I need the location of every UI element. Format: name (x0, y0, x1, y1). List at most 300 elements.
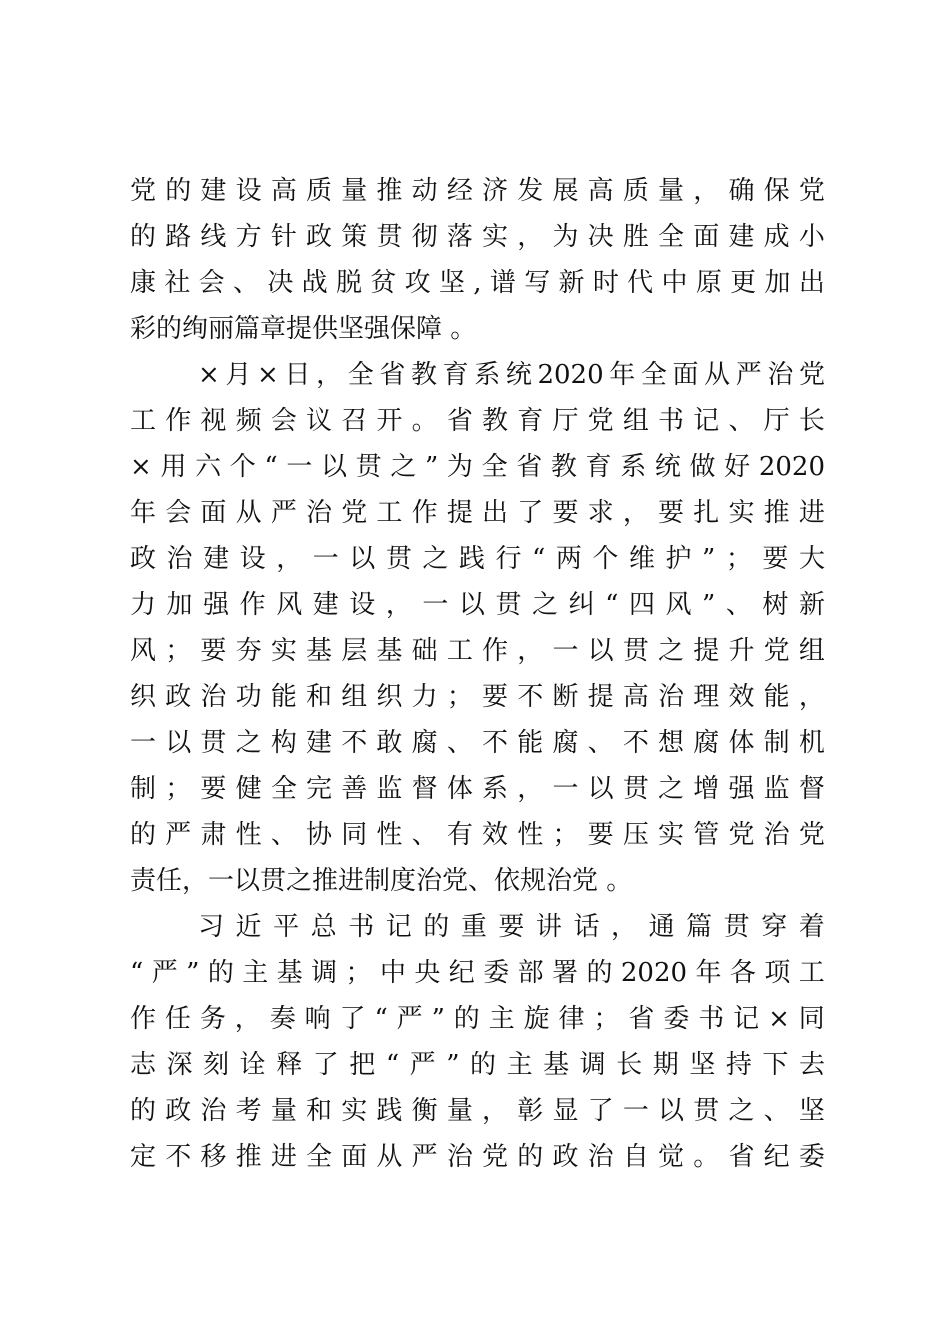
text-glyph: 工 (130, 406, 157, 436)
text-glyph: 时 (592, 268, 619, 298)
text-glyph: 监 (763, 774, 790, 804)
text-glyph: 攻 (404, 268, 431, 298)
text-glyph: 面 (672, 360, 699, 390)
text-glyph: 加 (764, 268, 791, 298)
text-line (130, 858, 825, 904)
text-glyph: 进 (798, 498, 825, 528)
text-glyph: 。 (693, 1142, 720, 1172)
text-glyph: 为 (552, 222, 579, 252)
text-glyph: 的 (130, 222, 157, 252)
text-glyph: 新 (558, 268, 585, 298)
text-glyph: 新 (798, 590, 825, 620)
text-glyph: 设 (239, 544, 266, 574)
text-glyph: 治 (446, 1142, 473, 1172)
text-glyph: 战 (301, 268, 328, 298)
text-glyph: 政 (165, 682, 192, 712)
text-glyph: 了 (339, 1004, 366, 1034)
text-glyph: 育 (585, 452, 612, 482)
text-glyph: 建 (312, 590, 339, 620)
text-glyph: 省 (628, 1004, 655, 1034)
text-line (130, 674, 825, 720)
text-glyph: 教 (550, 452, 577, 482)
text-glyph: 谱 (489, 268, 516, 298)
text-glyph: 严 (409, 1050, 436, 1080)
text-glyph: 做 (689, 452, 716, 482)
text-glyph: 维 (628, 544, 655, 574)
text-glyph: 纪 (763, 1142, 790, 1172)
text-glyph: 的 (517, 1142, 544, 1172)
text-glyph: 管 (693, 820, 720, 850)
text-glyph: 康 (130, 268, 157, 298)
text-line (130, 1134, 825, 1180)
text-glyph: 同 (341, 820, 368, 850)
text-glyph: 年 (130, 498, 157, 528)
text-glyph: 下 (762, 1050, 789, 1080)
text-glyph: 不 (622, 728, 649, 758)
text-glyph: , (473, 268, 482, 298)
text-glyph: 高 (270, 176, 297, 206)
text-glyph: 调 (579, 1050, 606, 1080)
text-glyph: 奏 (269, 1004, 296, 1034)
text-glyph: ” (702, 544, 716, 574)
text-glyph: 高 (622, 682, 649, 712)
text-glyph: 委 (798, 1142, 825, 1172)
text-glyph: 以 (587, 774, 614, 804)
text-glyph: 以 (458, 590, 485, 620)
text-glyph: 提 (446, 498, 473, 528)
text-glyph: 署 (552, 958, 579, 988)
text-glyph: 任 (164, 1004, 191, 1034)
text-glyph: 量 (658, 176, 685, 206)
text-glyph: 治 (200, 682, 227, 712)
text-glyph: 期 (652, 1050, 679, 1080)
text-glyph: 协 (306, 820, 333, 850)
text-glyph: 风 (130, 636, 157, 666)
text-glyph: 性 (517, 820, 544, 850)
text-glyph: 建 (203, 544, 230, 574)
text-glyph: 之 (728, 1096, 755, 1126)
text-glyph: 律 (558, 1004, 585, 1034)
text-glyph: 作 (130, 1004, 157, 1034)
text-glyph: 响 (304, 1004, 331, 1034)
text-glyph: 省 (728, 1142, 755, 1172)
text-glyph: 会 (198, 268, 225, 298)
text-glyph: ； (165, 636, 192, 666)
text-line (130, 536, 825, 582)
text-line (130, 398, 825, 444)
text-glyph: 、 (232, 268, 259, 298)
text-glyph: 篇 (686, 912, 713, 942)
text-glyph: 严 (270, 498, 297, 528)
text-glyph: 强 (728, 774, 755, 804)
text-glyph: 践 (376, 1096, 403, 1126)
text-glyph: 决 (267, 268, 294, 298)
text-glyph: 调 (311, 958, 338, 988)
text-line (130, 214, 825, 260)
text-glyph: 要 (200, 774, 227, 804)
text-glyph: 以 (658, 1096, 685, 1126)
text-glyph: 不 (165, 1142, 192, 1172)
text-glyph: 保 (763, 176, 790, 206)
text-glyph: 夯 (235, 636, 262, 666)
text-glyph: 育 (442, 360, 469, 390)
text-glyph: 中 (379, 958, 406, 988)
text-glyph: ； (165, 774, 192, 804)
text-glyph: 开 (376, 406, 403, 436)
text-glyph: 从 (235, 498, 262, 528)
text-glyph: 移 (200, 1142, 227, 1172)
text-glyph: 监 (376, 774, 403, 804)
text-glyph: 治 (166, 544, 193, 574)
text-glyph: ， (517, 774, 544, 804)
text-glyph: 政 (130, 544, 157, 574)
text-glyph: 2020 (758, 452, 825, 482)
text-glyph: 想 (658, 728, 685, 758)
text-glyph: 央 (414, 958, 441, 988)
text-glyph: 督 (798, 774, 825, 804)
text-glyph: 作 (411, 498, 438, 528)
text-glyph: 统 (654, 452, 681, 482)
text-glyph: 治 (763, 820, 790, 850)
text-glyph: 一 (422, 590, 449, 620)
text-glyph: 基 (306, 636, 333, 666)
text-glyph: 组 (798, 636, 825, 666)
text-glyph: 策 (341, 222, 368, 252)
text-glyph: ， (276, 544, 303, 574)
text-glyph: ” (446, 1050, 460, 1080)
text-glyph: ， (234, 1004, 261, 1034)
text-glyph: 升 (728, 636, 755, 666)
text-glyph: 坚 (689, 1050, 716, 1080)
text-glyph: 践 (458, 544, 485, 574)
text-glyph: ， (482, 1096, 509, 1126)
text-glyph: 提 (693, 636, 720, 666)
text-glyph: 设 (235, 176, 262, 206)
text-glyph: 构 (270, 728, 297, 758)
text-glyph: “ (532, 544, 546, 574)
text-glyph: 治 (767, 360, 794, 390)
text-glyph: 考 (235, 1096, 262, 1126)
text-glyph: 话 (573, 912, 600, 942)
text-glyph: 重 (460, 912, 487, 942)
text-glyph: 质 (622, 176, 649, 206)
text-glyph: 贯 (622, 636, 649, 666)
text-glyph: 的 (130, 820, 157, 850)
text-glyph: 治 (587, 1142, 614, 1172)
text-glyph: × (257, 360, 279, 390)
text-glyph: 从 (376, 1142, 403, 1172)
text-glyph: 量 (270, 1096, 297, 1126)
text-glyph: 面 (341, 1142, 368, 1172)
text-glyph: 教 (410, 360, 437, 390)
line-text: 责任，一以贯之推进制度治党、依规治党 。 (130, 866, 633, 896)
text-glyph: ； (345, 958, 372, 988)
text-glyph: 贯 (385, 544, 412, 574)
text-glyph: 月 (225, 360, 252, 390)
text-glyph: 敢 (376, 728, 403, 758)
text-glyph: 委 (663, 1004, 690, 1034)
text-glyph: 党 (728, 820, 755, 850)
text-glyph: 全 (270, 774, 297, 804)
text-glyph: 更 (730, 268, 757, 298)
text-line (130, 996, 825, 1042)
text-glyph: 厅 (763, 406, 790, 436)
text-glyph: 两 (555, 544, 582, 574)
text-glyph: 彰 (517, 1096, 544, 1126)
text-glyph: 量 (446, 1096, 473, 1126)
text-glyph: 提 (587, 682, 614, 712)
text-glyph: 之 (658, 636, 685, 666)
text-glyph: 腐 (552, 728, 579, 758)
text-glyph: 进 (270, 1142, 297, 1172)
text-glyph: 的 (453, 1004, 480, 1034)
text-glyph: 腐 (693, 728, 720, 758)
text-glyph: 党 (798, 360, 825, 390)
text-glyph: 务 (199, 1004, 226, 1034)
text-glyph: 频 (235, 406, 262, 436)
text-glyph: ， (385, 590, 412, 620)
text-glyph: 经 (446, 176, 473, 206)
text-glyph: 深 (166, 1050, 193, 1080)
text-glyph: 总 (310, 912, 337, 942)
text-glyph: 实 (658, 820, 685, 850)
text-glyph: 实 (728, 498, 755, 528)
text-glyph: 党 (763, 636, 790, 666)
text-glyph: 平 (273, 912, 300, 942)
text-glyph: 落 (446, 222, 473, 252)
text-glyph: 作 (482, 636, 509, 666)
text-glyph: 长 (798, 406, 825, 436)
text-glyph: 不 (341, 728, 368, 758)
text-glyph: 长 (616, 1050, 643, 1080)
text-glyph: 建 (200, 176, 227, 206)
text-glyph: 强 (203, 590, 230, 620)
text-glyph: 一 (552, 636, 579, 666)
text-glyph: 和 (306, 682, 333, 712)
text-glyph: 针 (270, 222, 297, 252)
text-glyph: 主 (488, 1004, 515, 1034)
text-glyph: 风 (276, 590, 303, 620)
text-glyph: 写 (524, 268, 551, 298)
text-glyph: 主 (506, 1050, 533, 1080)
text-glyph: 工 (376, 498, 403, 528)
text-glyph: ； (446, 682, 473, 712)
text-line (130, 306, 825, 352)
text-line (130, 720, 825, 766)
text-glyph: 力 (411, 682, 438, 712)
text-glyph: 严 (165, 820, 192, 850)
text-glyph: 之 (390, 452, 417, 482)
text-glyph: 会 (270, 406, 297, 436)
text-glyph: 书 (658, 406, 685, 436)
text-glyph: 压 (622, 820, 649, 850)
text-glyph: 的 (423, 912, 450, 942)
text-glyph: 动 (411, 176, 438, 206)
text-glyph: 统 (505, 360, 532, 390)
text-glyph: 把 (349, 1050, 376, 1080)
text-glyph: 四 (628, 590, 655, 620)
text-glyph: 为 (446, 452, 473, 482)
text-glyph: 2020 (620, 958, 688, 988)
text-glyph: × (198, 360, 220, 390)
paragraph-first-line (130, 352, 825, 398)
text-glyph: ” (424, 452, 439, 482)
text-glyph: 推 (763, 498, 790, 528)
text-glyph: 部 (517, 958, 544, 988)
text-glyph: 了 (312, 1050, 339, 1080)
text-line (130, 628, 825, 674)
text-glyph: 性 (235, 820, 262, 850)
text-glyph: 的 (165, 176, 192, 206)
text-glyph: ， (517, 636, 544, 666)
text-glyph: 纪 (448, 958, 475, 988)
text-glyph: 健 (235, 774, 262, 804)
text-glyph: 、 (763, 1096, 790, 1126)
text-glyph: 严 (396, 1004, 423, 1034)
text-glyph: 决 (587, 222, 614, 252)
text-glyph: 个 (229, 452, 256, 482)
text-glyph: 诠 (239, 1050, 266, 1080)
text-glyph: 委 (483, 958, 510, 988)
text-glyph: 断 (552, 682, 579, 712)
text-glyph: 着 (798, 912, 825, 942)
text-glyph: 年 (695, 958, 722, 988)
text-glyph: 小 (798, 222, 825, 252)
text-glyph: 视 (200, 406, 227, 436)
text-glyph: 记 (733, 1004, 760, 1034)
text-glyph: 以 (321, 452, 348, 482)
text-glyph: 通 (648, 912, 675, 942)
text-glyph: 不 (482, 728, 509, 758)
text-glyph: 作 (239, 590, 266, 620)
text-glyph: ， (622, 498, 649, 528)
text-glyph: 政 (306, 222, 333, 252)
text-glyph: 习 (198, 912, 225, 942)
text-glyph: 脱 (335, 268, 362, 298)
text-glyph: 会 (165, 498, 192, 528)
text-glyph: 原 (695, 268, 722, 298)
text-glyph: 纠 (568, 590, 595, 620)
text-glyph: 增 (693, 774, 720, 804)
text-glyph: 党 (130, 176, 157, 206)
text-glyph: 护 (665, 544, 692, 574)
text-glyph: ； (593, 1004, 620, 1034)
text-glyph: “ (264, 452, 278, 482)
text-glyph: 工 (446, 636, 473, 666)
text-glyph: 之 (422, 544, 449, 574)
text-glyph: 要 (552, 498, 579, 528)
text-line (130, 1042, 825, 1088)
text-glyph: 树 (762, 590, 789, 620)
text-glyph: 治 (200, 1096, 227, 1126)
text-glyph: ； (725, 544, 752, 574)
text-glyph: 释 (276, 1050, 303, 1080)
text-glyph: 有 (446, 820, 473, 850)
text-line (130, 260, 825, 306)
text-glyph: 以 (587, 636, 614, 666)
text-glyph: 体 (446, 774, 473, 804)
text-glyph: 全 (640, 360, 667, 390)
text-glyph: 实 (270, 636, 297, 666)
text-glyph: 穿 (761, 912, 788, 942)
text-glyph: 省 (516, 452, 543, 482)
text-glyph: 党 (341, 498, 368, 528)
text-glyph: 刻 (203, 1050, 230, 1080)
text-glyph: 系 (620, 452, 647, 482)
text-glyph: 政 (165, 1096, 192, 1126)
text-glyph: 记 (693, 406, 720, 436)
text-glyph: 讲 (535, 912, 562, 942)
text-glyph: 风 (665, 590, 692, 620)
text-glyph: 了 (517, 498, 544, 528)
text-glyph: 严 (735, 360, 762, 390)
text-glyph: 推 (376, 176, 403, 206)
text-glyph: 厅 (552, 406, 579, 436)
text-glyph: 力 (130, 590, 157, 620)
text-glyph: 不 (517, 682, 544, 712)
text-glyph: 全 (481, 452, 508, 482)
text-glyph: 作 (165, 406, 192, 436)
text-glyph: 党 (482, 1142, 509, 1172)
text-glyph: 要 (482, 682, 509, 712)
text-glyph: 育 (517, 406, 544, 436)
text-glyph: 贯 (693, 1096, 720, 1126)
text-glyph: 近 (235, 912, 262, 942)
text-glyph: 贯 (355, 452, 382, 482)
text-glyph: ， (693, 176, 720, 206)
text-glyph: 的 (586, 958, 613, 988)
text-glyph: 路 (165, 222, 192, 252)
text-glyph: “ (605, 590, 619, 620)
text-glyph: 定 (130, 1142, 157, 1172)
text-glyph: 扎 (693, 498, 720, 528)
text-glyph: 制 (763, 728, 790, 758)
text-glyph: 、 (725, 590, 752, 620)
text-glyph: 教 (482, 406, 509, 436)
text-line (130, 168, 825, 214)
text-glyph: 的 (130, 1096, 157, 1126)
text-glyph: 省 (379, 360, 406, 390)
text-glyph: 去 (798, 1050, 825, 1080)
text-glyph: 高 (587, 176, 614, 206)
text-glyph: ” (431, 1004, 445, 1034)
text-glyph: 一 (552, 774, 579, 804)
text-glyph: 基 (543, 1050, 570, 1080)
text-glyph: 全 (347, 360, 374, 390)
text-glyph: 出 (482, 498, 509, 528)
text-glyph: 治 (658, 682, 685, 712)
text-glyph: 能 (517, 728, 544, 758)
text-glyph: 贫 (370, 268, 397, 298)
text-glyph: ” (702, 590, 716, 620)
text-glyph: 确 (728, 176, 755, 206)
text-glyph: 量 (341, 176, 368, 206)
text-glyph: 严 (411, 1142, 438, 1172)
text-glyph: 之 (235, 728, 262, 758)
text-glyph: 要 (762, 544, 789, 574)
text-glyph: 、 (728, 406, 755, 436)
text-glyph: 之 (532, 590, 559, 620)
text-glyph: 党 (587, 406, 614, 436)
text-glyph: 用 (160, 452, 187, 482)
text-glyph: 和 (306, 1096, 333, 1126)
paragraph-first-line (130, 904, 825, 950)
text-glyph: 要 (658, 498, 685, 528)
text-glyph: 了 (587, 1096, 614, 1126)
text-glyph: 系 (482, 774, 509, 804)
text-glyph: 之 (658, 774, 685, 804)
text-glyph: 。 (411, 406, 438, 436)
